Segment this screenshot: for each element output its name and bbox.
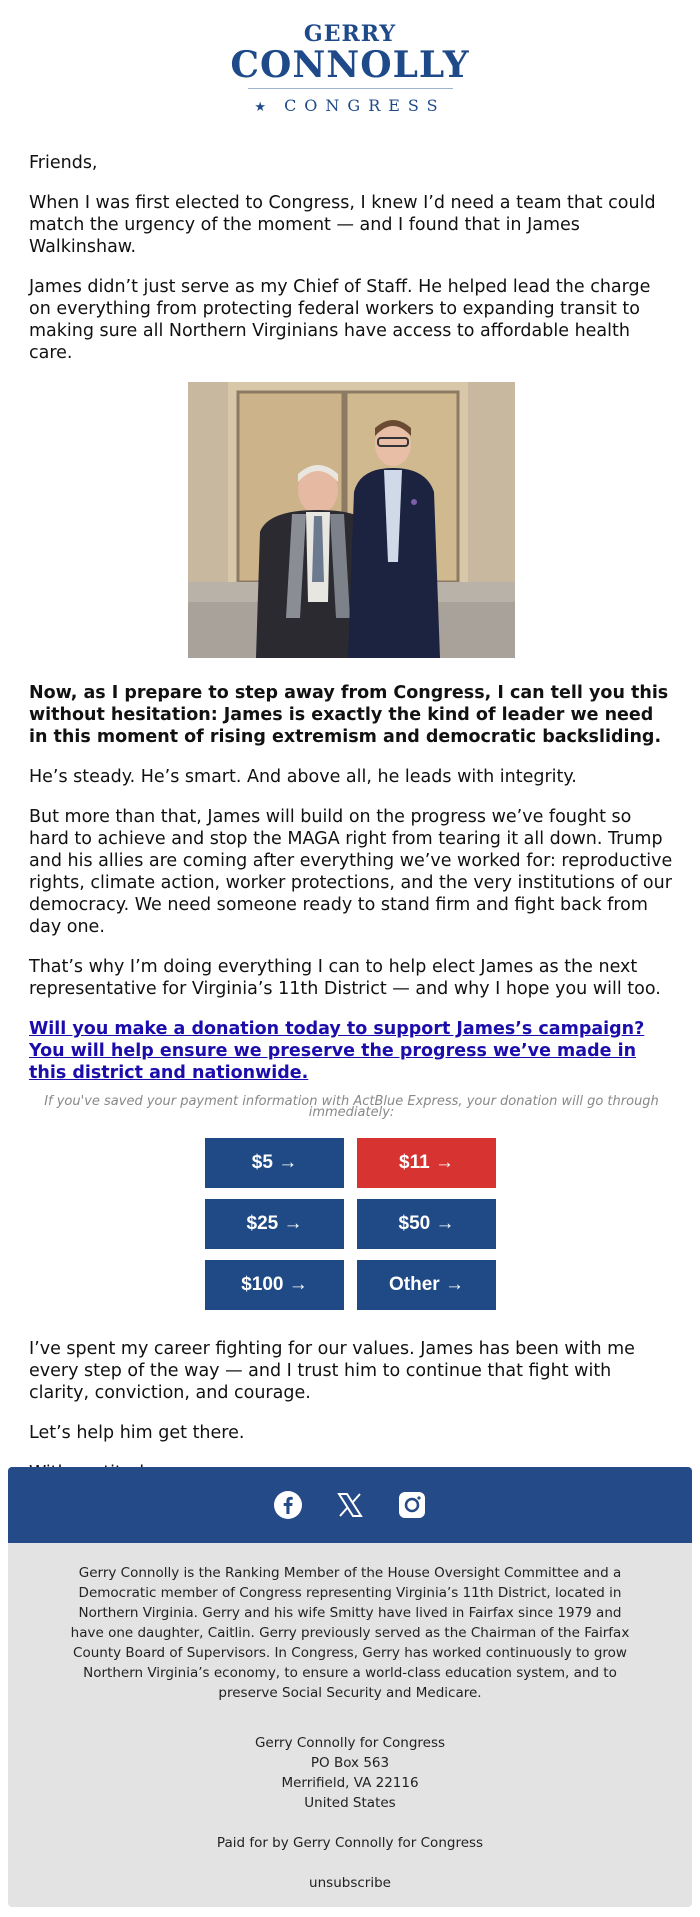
- unsubscribe-link[interactable]: unsubscribe: [309, 1875, 391, 1891]
- social-bar: [8, 1467, 692, 1543]
- donate-button[interactable]: Other →: [357, 1260, 496, 1310]
- logo-congress: CONGRESS: [284, 96, 446, 115]
- donate-button[interactable]: $5 →: [205, 1138, 344, 1188]
- photo-connolly-walkinshaw: [188, 382, 515, 658]
- address-po-box: PO Box 563: [310, 1755, 390, 1771]
- paragraph-4: But more than that, James will build on the progress we’ve fought so hard to achieve and stop the MAGA right from tearing it all down. Trump and his allies are coming after everything we’ve worked for: reproductive rights, climate action, worker protections, and the very institutions of our democracy. We need someone ready to stand firm and fight back from day one.: [29, 807, 673, 937]
- actblue-express-note: If you've saved your payment information with ActBlue Express, your donation will go through immediately:: [44, 1094, 659, 1120]
- donation-button-grid: [205, 1138, 498, 1310]
- donate-button[interactable]: $100 →: [205, 1260, 344, 1310]
- star-icon: ★: [254, 100, 285, 115]
- donate-button[interactable]: $25 →: [205, 1199, 344, 1249]
- email-body: [29, 152, 674, 1524]
- footer: [8, 1543, 692, 1907]
- paragraph-1: When I was first elected to Congress, I knew I’d need a team that could match the urgency of the moment — and I found that in James Walkinshaw.: [29, 193, 656, 257]
- bold-statement: Now, as I prepare to step away from Congress, I can tell you this without hesitation: James is exactly the kind of leader we need in this moment of rising extremism and democratic backsliding.: [29, 683, 669, 747]
- address-org: Gerry Connolly for Congress: [254, 1735, 446, 1751]
- donate-cta-link[interactable]: Will you make a donation today to support James’s campaign? You will help ensure we preserve the progress we’ve made in this district and nationwide.: [29, 1019, 645, 1083]
- logo-first-name: GERRY: [303, 21, 397, 47]
- donate-button[interactable]: $11 →: [357, 1138, 496, 1188]
- paragraph-7: Let’s help him get there.: [29, 1423, 245, 1443]
- greeting: Friends,: [29, 153, 98, 173]
- footer-bio: Gerry Connolly is the Ranking Member of the House Oversight Committee and a Democratic member of Congress representing Virginia’s 11th District, located in Northern Virginia. Gerry and his wife Smitty have lived in Fairfax since 1979 and have one daughter, Caitlin. Gerry previously served as the Chairman of the Fairfax County Board of Supervisors. In Congress, Gerry has worked continuously to grow Northern Virginia’s economy, to ensure a world-class education system, and to preserve Social Security and Medicare.: [70, 1565, 630, 1701]
- paragraph-5: That’s why I’m doing everything I can to help elect James as the next representative for Virginia’s 11th District — and why I hope you will too.: [29, 957, 661, 999]
- photo-illustration: [188, 382, 515, 658]
- paragraph-2: James didn’t just serve as my Chief of Staff. He helped lead the charge on everything from protecting federal workers to expanding transit to making sure all Northern Virginians have access to affordable health care.: [29, 277, 651, 363]
- instagram-icon[interactable]: [396, 1489, 428, 1521]
- address-country: United States: [304, 1795, 396, 1811]
- logo-tagline: [0, 95, 700, 119]
- x-icon[interactable]: [334, 1489, 366, 1521]
- mailing-address: [8, 1733, 692, 1813]
- paid-for-disclaimer: Paid for by Gerry Connolly for Congress: [216, 1835, 484, 1851]
- address-city: Merrifield, VA 22116: [281, 1775, 419, 1791]
- donate-button[interactable]: $50 →: [357, 1199, 496, 1249]
- logo-divider: [248, 88, 453, 89]
- logo-last-name: CONNOLLY: [230, 44, 470, 86]
- paragraph-6: I’ve spent my career fighting for our values. James has been with me every step of the way — and I trust him to continue that fight with clarity, conviction, and courage.: [29, 1339, 635, 1403]
- facebook-icon[interactable]: [272, 1489, 304, 1521]
- paragraph-3: He’s steady. He’s smart. And above all, he leads with integrity.: [29, 767, 577, 787]
- campaign-logo: [0, 22, 700, 119]
